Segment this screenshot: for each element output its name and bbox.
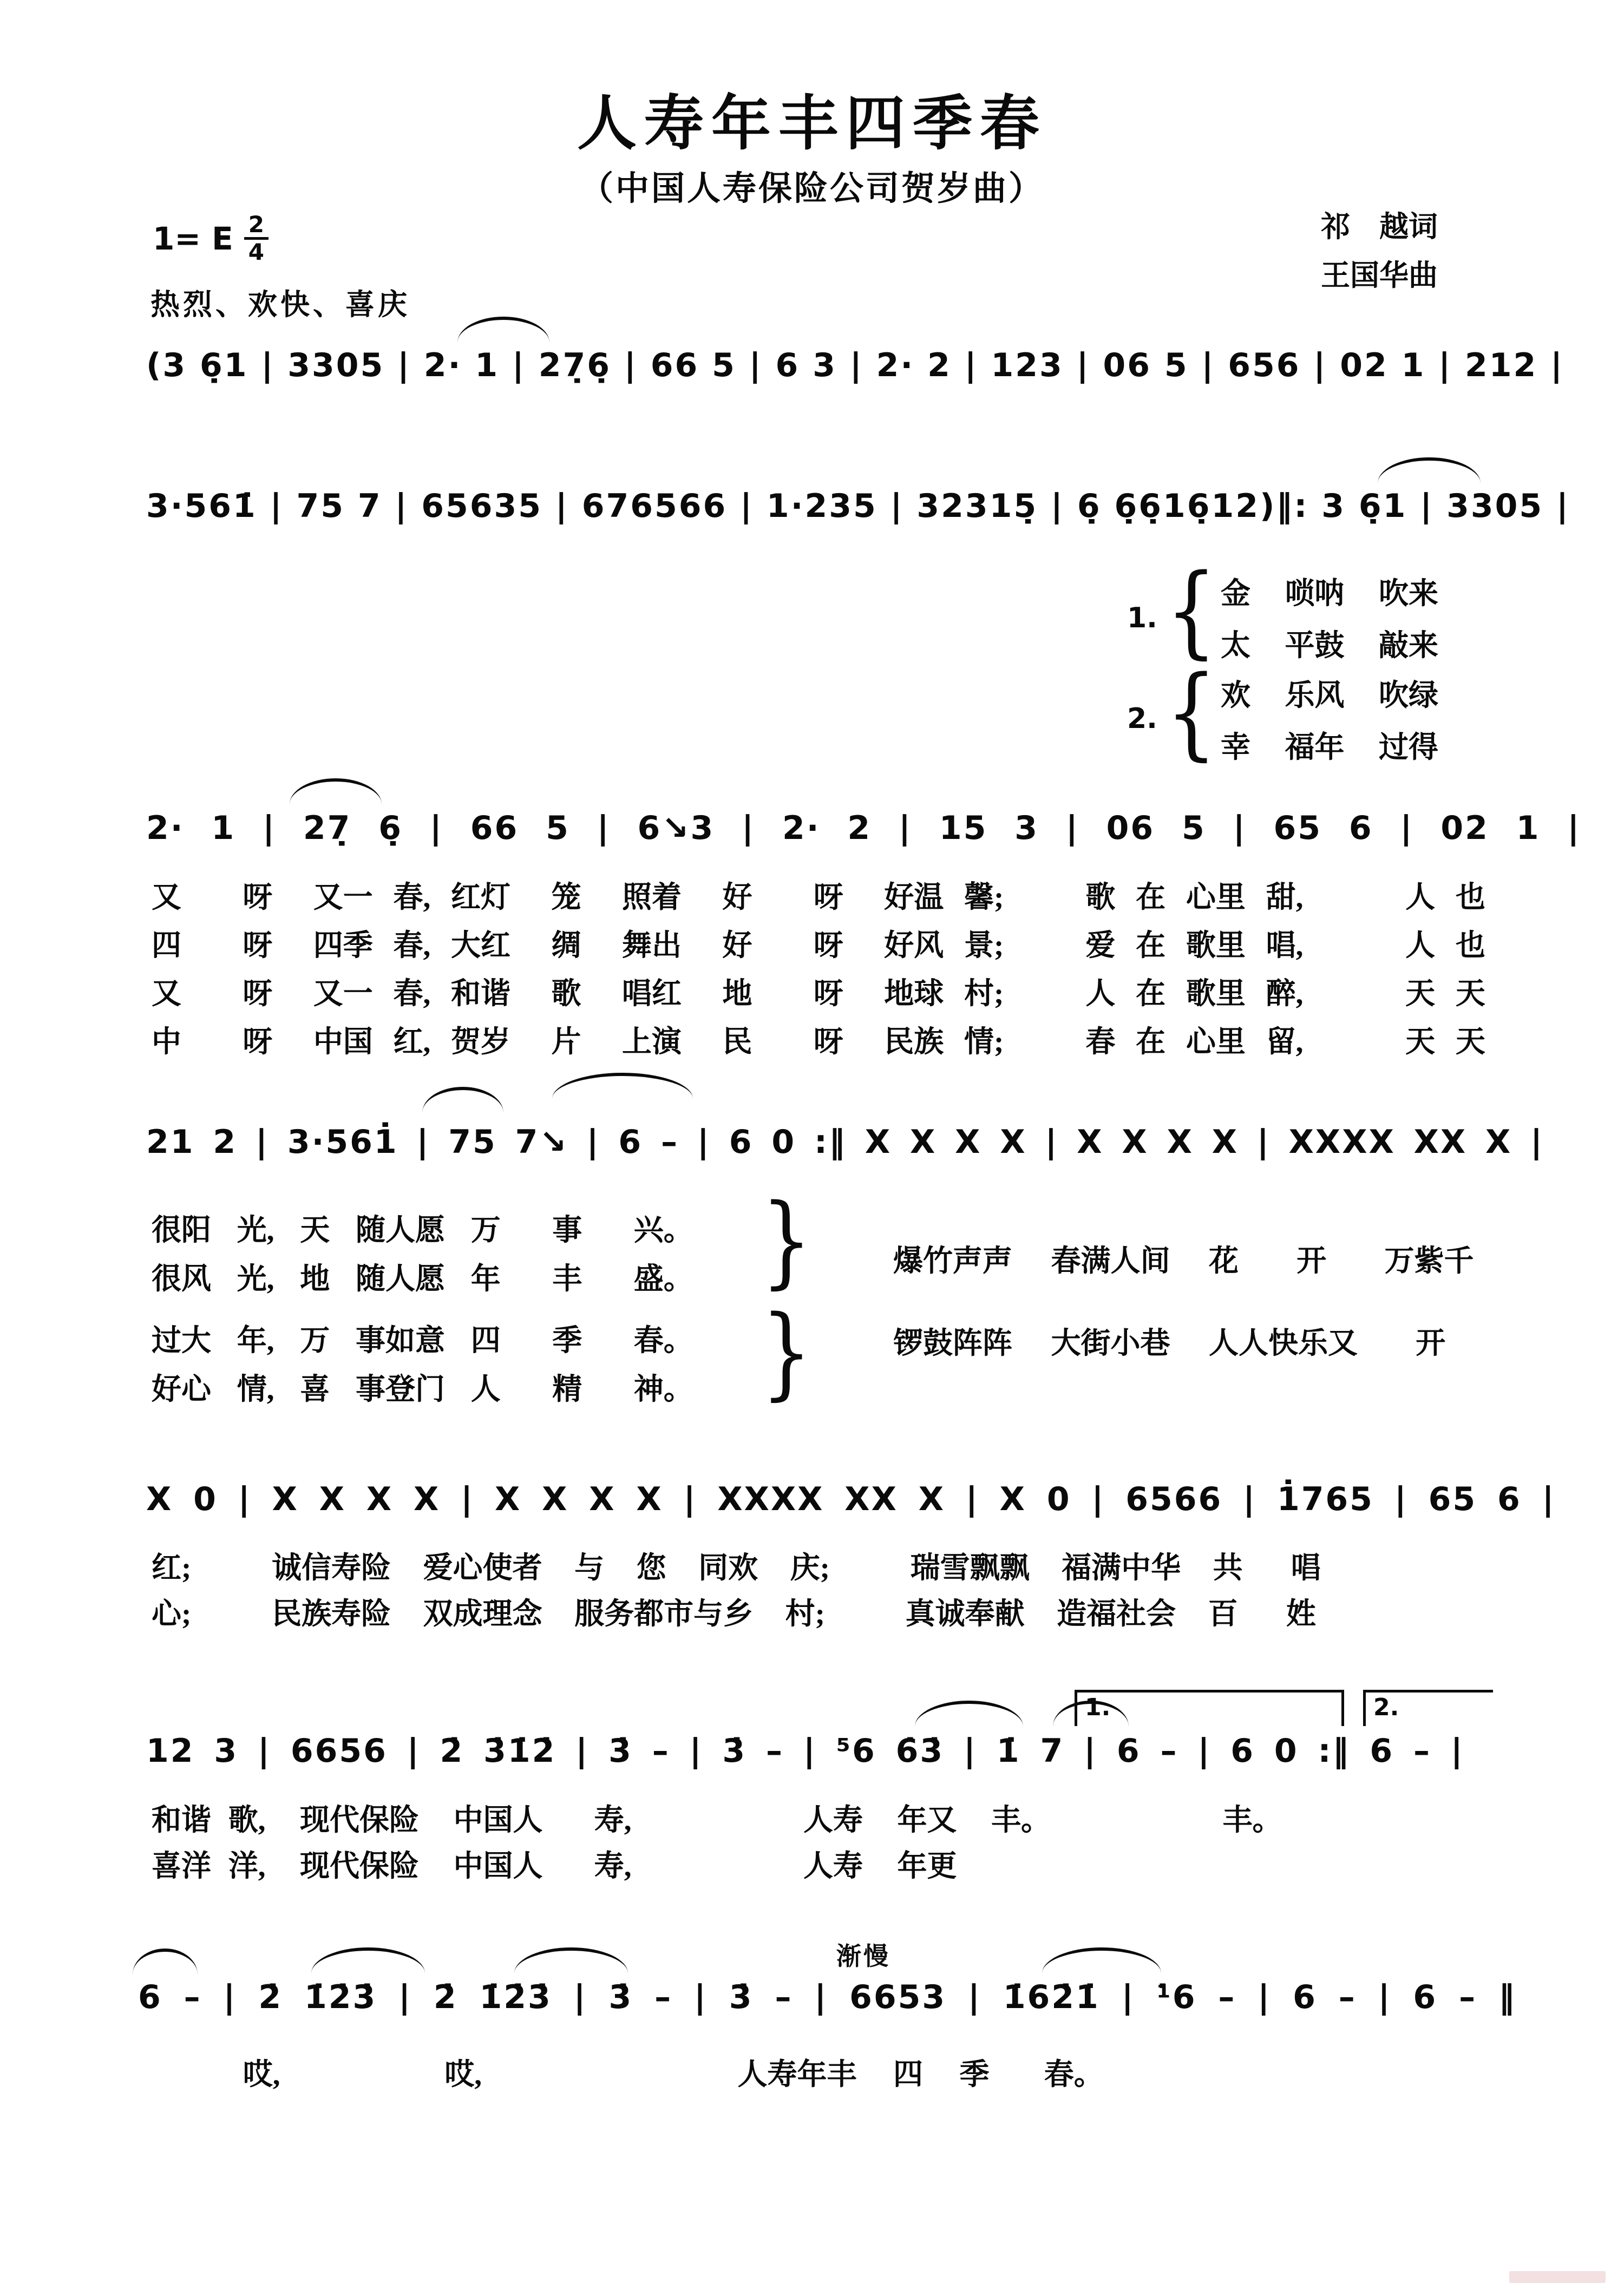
lyricist-credit: 祁 越词 <box>1321 211 1438 243</box>
song-subtitle: （中国人寿保险公司贺岁曲） <box>579 170 1044 207</box>
chorus-lyrics-line-1: 红; 诚信寿险 爱心使者 与 您 同欢 庆; 瑞雪飘飘 福满中华 共 唱 <box>152 1551 1321 1584</box>
verse-2-number: 2. <box>1127 703 1157 735</box>
tie-arc <box>422 1087 503 1113</box>
tie-arc <box>133 1949 198 1974</box>
time-signature-numerator: 2 <box>244 212 269 240</box>
verse-1-pickup-line-2: 太 平鼓 敲来 <box>1221 629 1439 662</box>
verse-1-pickup-line-1: 金 唢呐 吹来 <box>1221 577 1439 610</box>
verse-2-brace: { <box>1165 654 1217 771</box>
chant-lyrics-line-1: 爆竹声声 春满人间 花 开 万紫千 <box>893 1244 1474 1277</box>
tie-arc <box>457 317 549 343</box>
time-signature-denominator: 4 <box>248 239 265 266</box>
tie-arc <box>552 1073 693 1099</box>
verse-2-pickup-line-2: 幸 福年 过得 <box>1221 731 1439 764</box>
verse-group-1-brace: } <box>761 1182 812 1299</box>
verse-lyrics-line-4: 中 呀 中国 红, 贺岁 片 上演 民 呀 民族 情; 春 在 心里 留, 天 天 <box>152 1025 1485 1058</box>
notation-line-6: 12 3 | 6656 | 2̇ 3̇1̇2̇ | 3̇ – | 3̇ – | ⁵6 6̇3̇ | 1̇ 7 | 6 – | 6 0 :‖ 6 – | <box>146 1732 1464 1770</box>
tempo-marking: 热烈、欢快、喜庆 <box>150 288 410 321</box>
coda-lyrics-line: 哎, 哎, 人寿年丰 四 季 春。 <box>152 2058 1104 2091</box>
watermark <box>1509 2271 1606 2283</box>
notation-line-3: 2· 1 | 27̣ 6̣ | 66 5 | 6↘3 | 2· 2 | 15 3 | 06 5 | 65 6 | 02 1 | <box>146 809 1581 847</box>
key-root: 1= E <box>153 220 233 257</box>
volta-1-label: 1. <box>1085 1694 1111 1721</box>
ending-lyrics-line-1: 和谐 歌, 现代保险 中国人 寿, 人寿 年又 丰。 丰。 <box>152 1803 1282 1836</box>
verse-1-number: 1. <box>1127 602 1157 634</box>
song-title: 人寿年丰四季春 <box>577 91 1047 157</box>
verse-2-pickup-line-1: 欢 乐风 吹绿 <box>1221 679 1439 712</box>
tie-arc <box>290 778 382 804</box>
chorus-lyrics-line-2: 心; 民族寿险 双成理念 服务都市与乡 村; 真诚奉献 造福社会 百 姓 <box>152 1597 1316 1630</box>
verse-lyrics-line-1: 又 呀 又一 春, 红灯 笼 照着 好 呀 好温 馨; 歌 在 心里 甜, 人 也 <box>152 881 1485 914</box>
composer-credit: 王国华曲 <box>1321 259 1438 292</box>
key-signature <box>153 212 269 265</box>
verse-lyrics-line-3: 又 呀 又一 春, 和谐 歌 唱红 地 呀 地球 村; 人 在 歌里 醉, 天 天 <box>152 977 1485 1010</box>
tie-arc <box>1042 1947 1161 1973</box>
notation-line-1: (3 6̣1 | 3305 | 2· 1 | 27̣6̣ | 66 5 | 6 3 | 2· 2 | 123 | 06 5 | 656 | 02 1 | 212 | <box>146 346 1564 384</box>
notation-line-5: X 0 | X X X X | X X X X | XXXX XX X | X 0 | 6566 | 1̇765 | 65 6 | <box>146 1480 1556 1518</box>
ending-lyrics-line-2: 喜洋 洋, 现代保险 中国人 寿, 人寿 年更 <box>152 1849 957 1882</box>
ritardando-marking: 渐慢 <box>836 1943 890 1970</box>
verse-group-2-brace: } <box>761 1294 812 1411</box>
verse-end-lyrics-line-4: 好心 情, 喜 事登门 人 精 神。 <box>152 1373 693 1406</box>
notation-line-7: 6 – | 2̇ 1̇2̇3̇ | 2̇ 1̇2̇3̇ | 3̇ – | 3̇ – | 6653 | 1̇62̇1̇ | ¹̇6 – | 6 – | 6 – ‖ <box>138 1978 1516 2016</box>
verse-end-lyrics-line-1: 很阳 光, 天 随人愿 万 事 兴。 <box>152 1213 693 1247</box>
volta-2-bracket <box>1363 1690 1493 1726</box>
verse-1-brace: { <box>1165 552 1217 669</box>
verse-lyrics-line-2: 四 呀 四季 春, 大红 绸 舞出 好 呀 好风 景; 爱 在 歌里 唱, 人 也 <box>152 929 1485 962</box>
tie-arc <box>1378 457 1481 483</box>
tie-arc <box>514 1947 628 1973</box>
time-signature <box>244 212 269 265</box>
verse-end-lyrics-line-3: 过大 年, 万 事如意 四 季 春。 <box>152 1324 693 1357</box>
tie-arc <box>311 1947 425 1973</box>
notation-line-4: 21 2 | 3·561̇ | 75 7↘ | 6 – | 6 0 :‖ X X X X | X X X X | XXXX XX X | <box>146 1123 1544 1161</box>
verse-end-lyrics-line-2: 很风 光, 地 随人愿 年 丰 盛。 <box>152 1262 693 1295</box>
volta-2-label: 2. <box>1373 1694 1399 1721</box>
tie-arc <box>915 1701 1023 1727</box>
chant-lyrics-line-2: 锣鼓阵阵 大街小巷 人人快乐又 开 <box>893 1327 1446 1360</box>
notation-line-2: 3·561̇ | 75 7 | 65635 | 676566 | 1·235 | 32315̣ | 6̣ 6̣6̣16̣12)‖: 3 6̣1 | 3305 | <box>146 487 1570 525</box>
